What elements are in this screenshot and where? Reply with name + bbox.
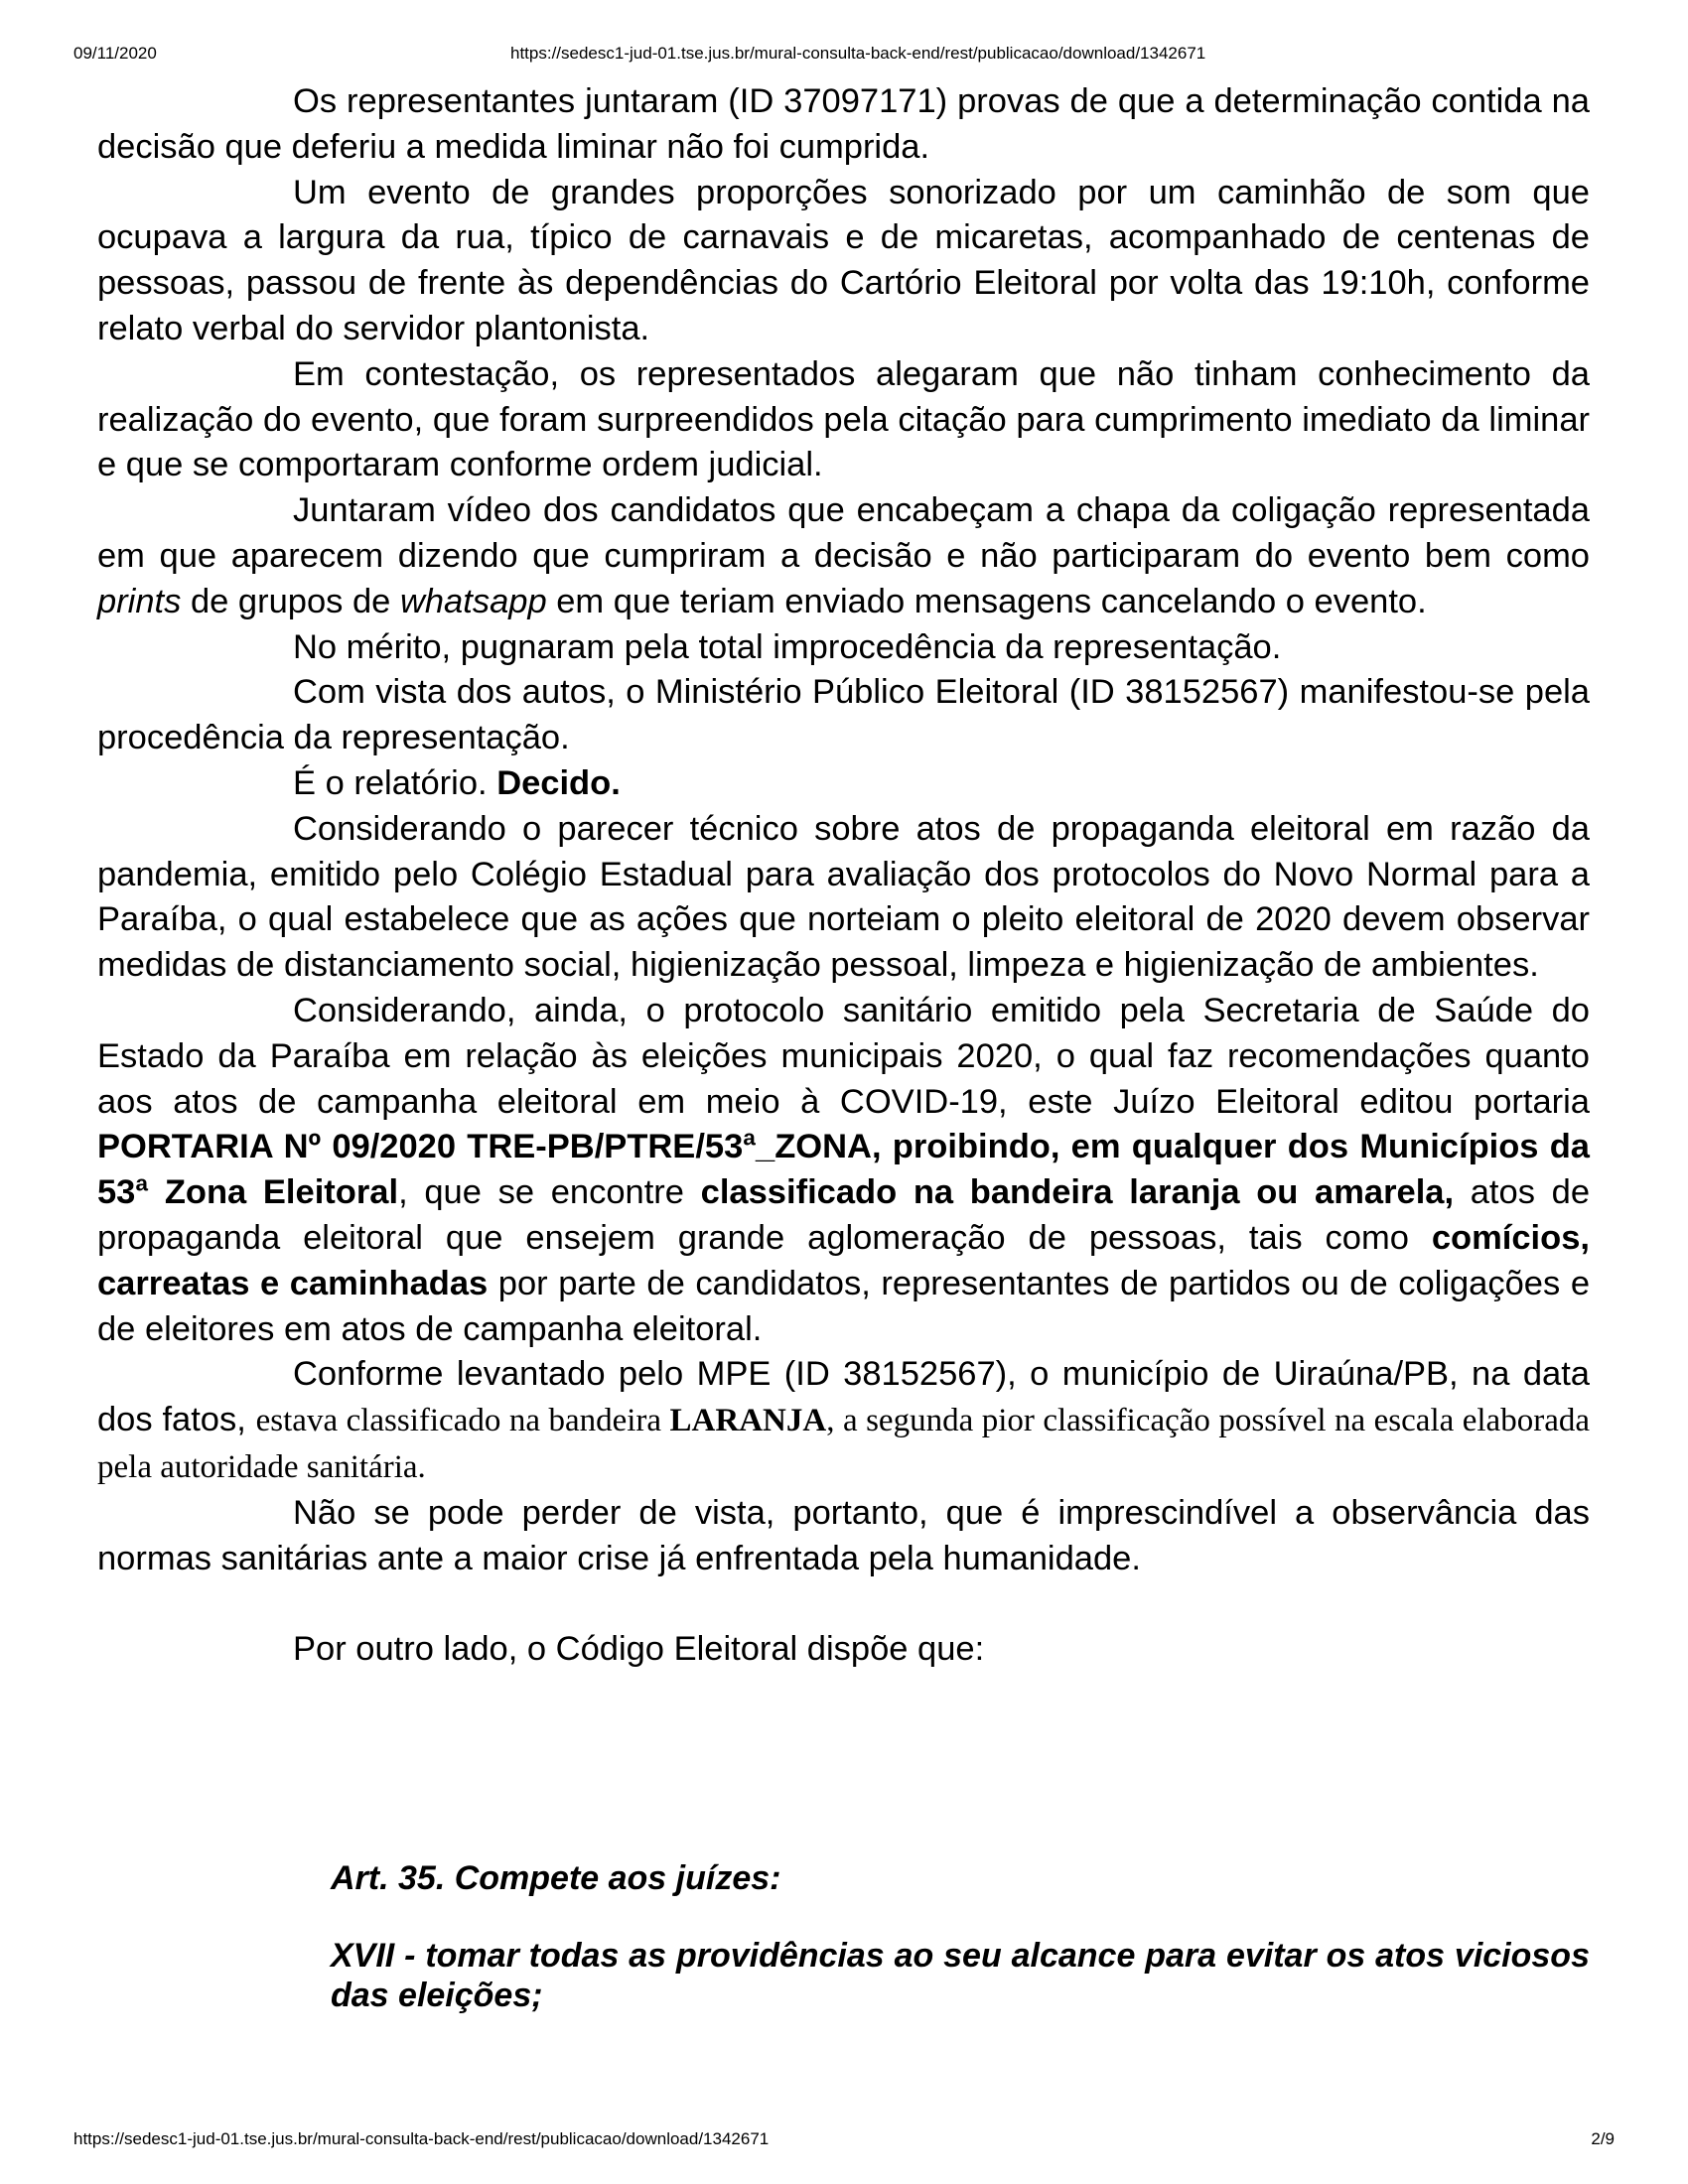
paragraph-6: Com vista dos autos, o Ministério Público Eleitoral (ID 38152567) manifestou-se pela procedência da representação. xyxy=(97,673,1590,757)
paragraph-8: Considerando o parecer técnico sobre atos de propaganda eleitoral em razão da pandemia, emitido pelo Colégio Estadual para avaliação dos protocolos do Novo Normal para a Paraíba, o qual estabelece que as ações que norteiam o pleito eleitoral de 2020 devem observar medidas de distanciamento social, higienização pessoal, limpeza e higienização de ambientes. xyxy=(97,809,1590,985)
document-body xyxy=(97,79,1590,1673)
p10-laranja: LARANJA xyxy=(669,1403,827,1439)
paragraph-9 xyxy=(97,989,1590,1352)
p9-comicios: comícios, carreatas e caminhadas xyxy=(97,1218,1590,1302)
p9-text-a: Considerando, ainda, o protocolo sanitário emitido pela Secretaria de Saúde do Estado da Paraíba em relação às eleições municipais 2020, o qual faz recomendações quanto aos atos de campanha eleitoral em meio à COVID-19, este Juízo Eleitoral editou portaria xyxy=(97,991,1590,1121)
p4-text-c: de grupos de xyxy=(181,582,400,620)
article-title: Art. 35. Compete aos juízes: xyxy=(331,1859,781,1897)
p7-decido: Decido. xyxy=(496,763,621,802)
paragraph-1: Os representantes juntaram (ID 37097171) provas de que a determinação contida na decisão que deferiu a medida liminar não foi cumprida. xyxy=(97,82,1590,166)
paragraph-11: Não se pode perder de vista, portanto, que é imprescindível a observância das normas sanitárias ante a maior crise já enfrentada pela humanidade. xyxy=(97,1493,1590,1577)
p9-text-e: atos de propaganda eleitoral que ensejem grande aglomeração de pessoas, tais como xyxy=(97,1173,1591,1257)
paragraph-5: No mérito, pugnaram pela total improcedência da representação. xyxy=(293,627,1282,666)
p10-text-d: , a segunda pior classificação possível na escala elaborada pela autoridade sanitária. xyxy=(97,1403,1590,1485)
p4-whatsapp: whatsapp xyxy=(399,582,547,620)
p4-text-e: em que teriam enviado mensagens cancelando o evento. xyxy=(546,582,1427,620)
p9-bandeira: classificado na bandeira laranja ou amarela, xyxy=(700,1173,1455,1212)
paragraph-4 xyxy=(97,488,1590,624)
paragraph-7 xyxy=(97,761,1590,807)
p9-text-c: , que se encontre xyxy=(398,1173,701,1212)
p4-prints: prints xyxy=(97,582,182,620)
article-item: XVII - tomar todas as providências ao seu alcance para evitar os atos viciosos das eleições; xyxy=(331,1937,1590,2014)
p9-text-g: por parte de candidatos, representantes de partidos ou de coligações e de eleitores em atos de campanha eleitoral. xyxy=(97,1264,1591,1348)
paragraph-2: Um evento de grandes proporções sonorizado por um caminhão de som que ocupava a largura da rua, típico de carnavais e de micaretas, acompanhado de centenas de pessoas, passou de frente às dependências do Cartório Eleitoral por volta das 19:10h, conforme relato verbal do servidor plantonista. xyxy=(97,173,1590,347)
footer-url: https://sedesc1-jud-01.tse.jus.br/mural-consulta-back-end/rest/publicacao/download/1342671 xyxy=(73,2129,770,2148)
paragraph-3: Em contestação, os representados alegaram que não tinham conhecimento da realização do evento, que foram surpreendidos pela citação para cumprimento imediato da liminar e que se comportaram conforme ordem judicial. xyxy=(97,354,1590,484)
p10-text-a: Conforme levantado pelo MPE (ID 38152567), o município de Uiraúna/PB, na data dos fatos, xyxy=(97,1355,1590,1439)
p9-portaria: PORTARIA Nº 09/2020 TRE-PB/PTRE/53ª_ZONA, proibindo, em qualquer dos Municípios da 53ª Zona Eleitoral xyxy=(97,1128,1590,1212)
page-number: 2/9 xyxy=(1591,2129,1615,2148)
paragraph-12: Por outro lado, o Código Eleitoral dispõe que: xyxy=(293,1630,985,1669)
header-date: 09/11/2020 xyxy=(73,44,157,63)
header-url: https://sedesc1-jud-01.tse.jus.br/mural-consulta-back-end/rest/publicacao/download/1342671 xyxy=(510,44,1206,63)
p7-text: É o relatório. xyxy=(293,763,497,802)
paragraph-10 xyxy=(97,1352,1590,1490)
p10-text-b: estava classificado na bandeira xyxy=(255,1403,670,1439)
p4-text-a: Juntaram vídeo dos candidatos que encabeçam a chapa da coligação representada em que aparecem dizendo que cumpriram a decisão e não participaram do evento bem como xyxy=(97,491,1590,575)
